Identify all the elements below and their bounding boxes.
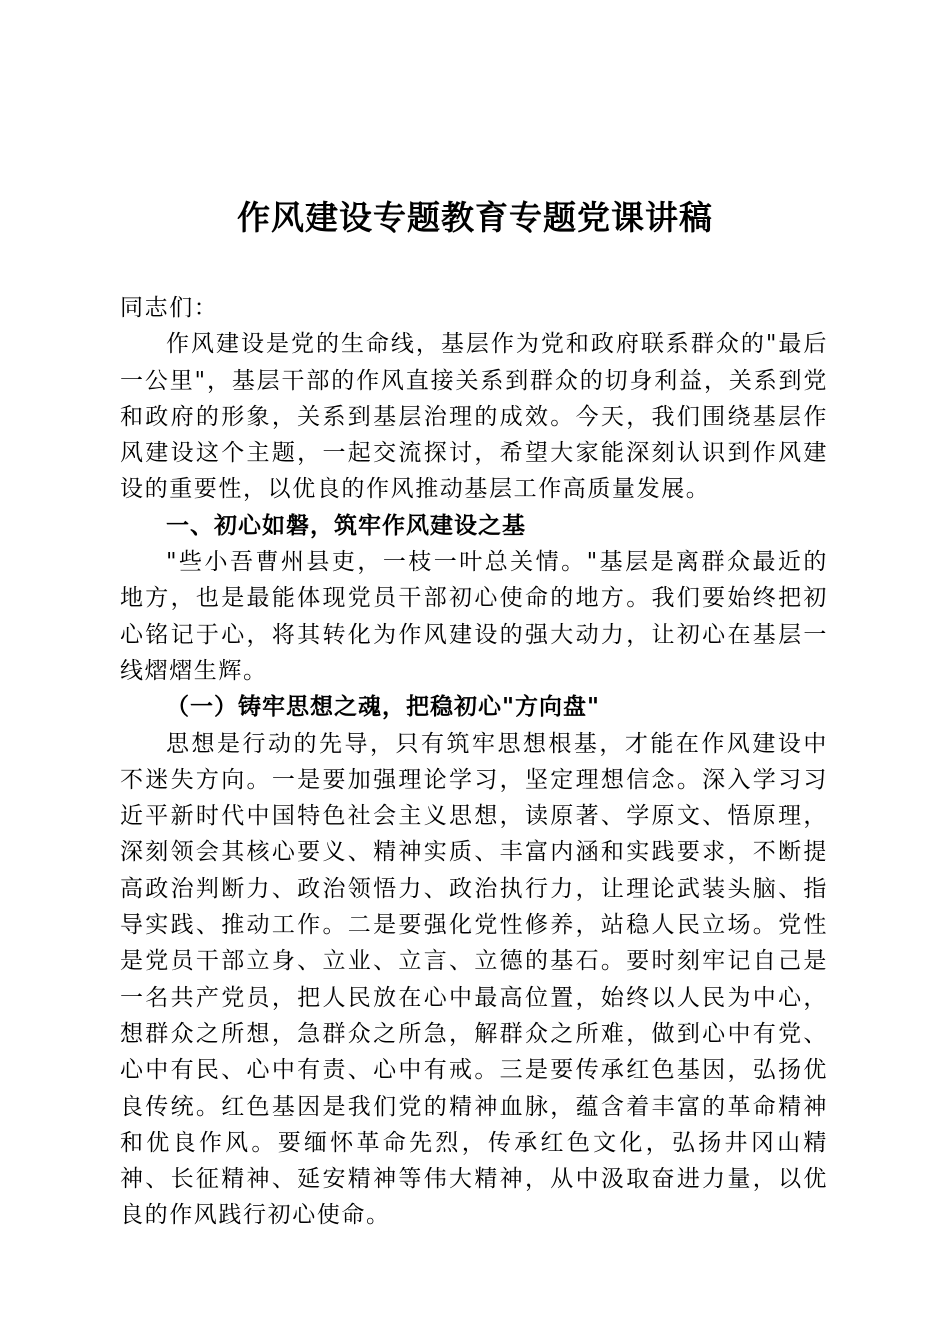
section-1-paragraph: "些小吾曹州县吏，一枝一叶总关情。"基层是离群众最近的地方，也是最能体现党员干部初心使命的地方。我们要始终把初心铭记于心，将其转化为作风建设的强大动力，让初心在基层一线熠熠生辉。 (120, 549, 828, 684)
section-heading-1: 一、初心如磐，筑牢作风建设之基 (166, 512, 526, 539)
document-title: 作风建设专题教育专题党课讲稿 (237, 198, 713, 237)
subsection-1-1-paragraph: 思想是行动的先导，只有筑牢思想根基，才能在作风建设中不迷失方向。一是要加强理论学习，坚定理想信念。深入学习习近平新时代中国特色社会主义思想，读原著、学原文、悟原理，深刻领会其核心要义、精神实质、丰富内涵和实践要求，不断提高政治判断力、政治领悟力、政治执行力，让理论武装头脑、指导实践、推动工作。二是要强化党性修养，站稳人民立场。党性是党员干部立身、立业、立言、立德的基石。要时刻牢记自己是一名共产党员，把人民放在心中最高位置，始终以人民为中心，想群众之所想，急群众之所急，解群众之所难，做到心中有党、心中有民、心中有责、心中有戒。三是要传承红色基因，弘扬优良传统。红色基因是我们党的精神血脉，蕴含着丰富的革命精神和优良作风。要缅怀革命先烈，传承红色文化，弘扬井冈山精神、长征精神、延安精神等伟大精神，从中汲取奋进力量，以优良的作风践行初心使命。 (120, 730, 828, 1229)
document-body (120, 290, 828, 1234)
subsection-heading-1-1: （一）铸牢思想之魂，把稳初心"方向盘" (166, 693, 600, 721)
intro-paragraph: 作风建设是党的生命线，基层作为党和政府联系群众的"最后一公里"，基层干部的作风直接关系到群众的切身利益，关系到党和政府的形象，关系到基层治理的成效。今天，我们围绕基层作风建设这个主题，一起交流探讨，希望大家能深刻认识到作风建设的重要性，以优良的作风推动基层工作高质量发展。 (120, 331, 828, 503)
salutation: 同志们： (120, 295, 219, 321)
